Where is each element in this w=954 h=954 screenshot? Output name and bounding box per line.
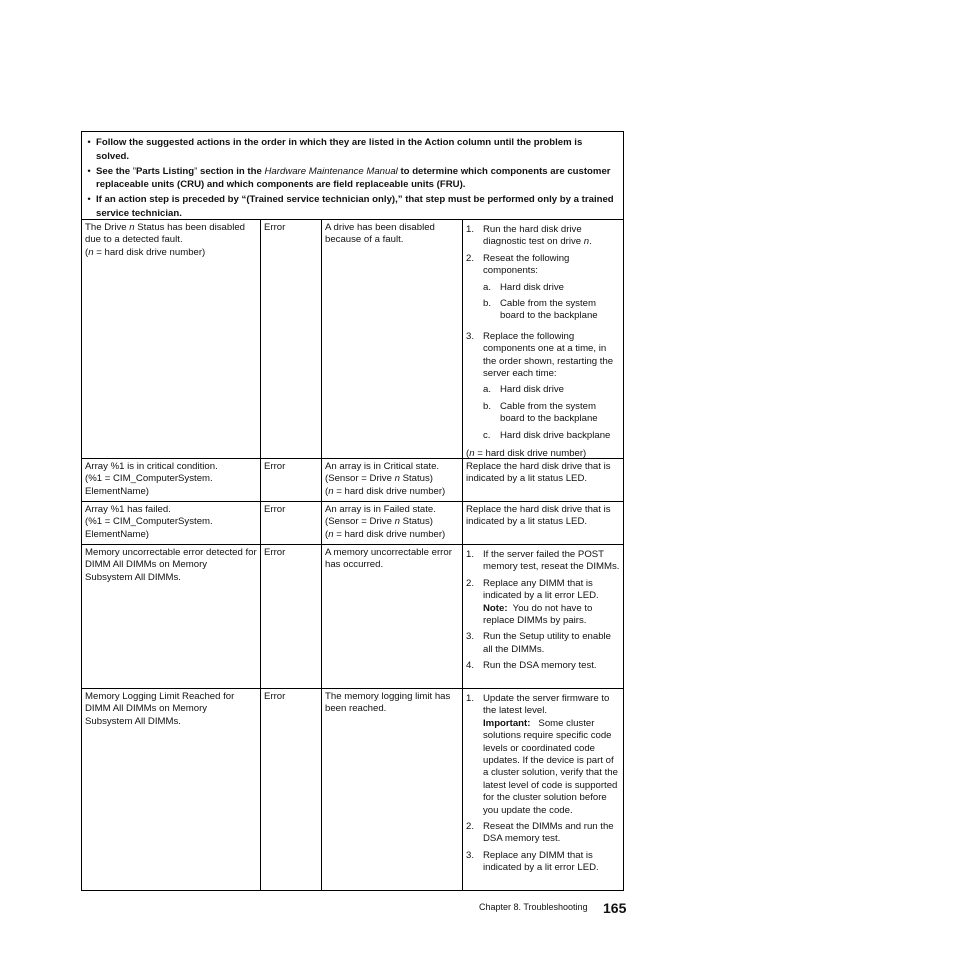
chapter-footer: Chapter 8. Troubleshooting bbox=[479, 902, 588, 912]
bullet-icon: • bbox=[87, 137, 91, 148]
action-cell bbox=[463, 689, 623, 890]
explanation-cell: A memory uncorrectable error has occurred. bbox=[322, 545, 463, 688]
message-cell: Memory Logging Limit Reached for DIMM All DIMMs on Memory Subsystem All DIMMs. bbox=[82, 689, 261, 890]
error-message-table bbox=[81, 131, 624, 891]
type-cell: Error bbox=[261, 220, 322, 458]
action-step: 3. Replace the following components one at a time, in the order shown, restarting the server each time: a. Hard disk drive b. Cable from the system board to the backplane c. Hard disk drive backplane bbox=[466, 331, 620, 446]
action-cell bbox=[463, 545, 623, 688]
table-row bbox=[82, 220, 623, 459]
action-step: 1. Run the hard disk drive diagnostic test on drive n. bbox=[466, 224, 592, 248]
action-substep: b. Cable from the system board to the backplane bbox=[483, 298, 598, 322]
message-cell: The Drive n Status has been disabled due to a detected fault. (n = hard disk drive number) bbox=[82, 220, 261, 458]
instruction-item: • Follow the suggested actions in the order in which they are listed in the Action column until the problem is solved. bbox=[82, 136, 617, 164]
explanation-cell: A drive has been disabled because of a fault. bbox=[322, 220, 463, 458]
instruction-item: • If an action step is preceded by “(Trained service technician only),” that step must be performed only by a trained service technician. bbox=[82, 193, 617, 221]
message-cell: Array %1 is in critical condition. (%1 = CIM_ComputerSystem. ElementName) bbox=[82, 459, 261, 501]
action-step: 1. If the server failed the POST memory test, reseat the DIMMs. bbox=[466, 549, 620, 573]
action-step: 2. Reseat the DIMMs and run the DSA memory test. bbox=[466, 821, 614, 845]
explanation-cell: The memory logging limit has been reached. bbox=[322, 689, 463, 890]
type-cell: Error bbox=[261, 502, 322, 544]
action-step: 2. Reseat the following components: a. Hard disk drive b. Cable from the system board to the backplane bbox=[466, 253, 620, 327]
bullet-icon: • bbox=[87, 194, 91, 206]
bullet-icon: • bbox=[87, 165, 91, 177]
table-row bbox=[82, 502, 623, 545]
instruction-item: • See the ”Parts Listing” section in the Hardware Maintenance Manual to determine which components are customer replaceable units (CRU) and which components are field replaceable units (FRU). bbox=[82, 165, 617, 193]
action-substep: a. Hard disk drive bbox=[483, 384, 564, 396]
page-number: 165 bbox=[603, 900, 627, 916]
table-row bbox=[82, 689, 623, 890]
instructions-box bbox=[82, 132, 623, 220]
message-cell: Array %1 has failed. (%1 = CIM_ComputerSystem. ElementName) bbox=[82, 502, 261, 544]
explanation-cell: An array is in Failed state. (Sensor = Drive n Status) (n = hard disk drive number) bbox=[322, 502, 463, 544]
action-footnote: (n = hard disk drive number) bbox=[466, 448, 587, 460]
action-substep: c. Hard disk drive backplane bbox=[483, 429, 611, 441]
type-cell: Error bbox=[261, 689, 322, 890]
type-cell: Error bbox=[261, 545, 322, 688]
action-step: 3. Replace any DIMM that is indicated by a lit error LED. bbox=[466, 849, 599, 874]
action-cell: Replace the hard disk drive that is indicated by a lit status LED. bbox=[466, 504, 611, 528]
action-substep: b. Cable from the system board to the backplane bbox=[483, 400, 598, 425]
action-step: 1. Update the server firmware to the latest level. Important: Some cluster solutions require specific code levels or coordinated code updates. If the device is part of a cluster solution, verify that the latest level of code is supported for the cluster solution before you update the code. bbox=[466, 693, 621, 816]
action-step: 4. Run the DSA memory test. bbox=[466, 660, 597, 672]
action-substep: a. Hard disk drive bbox=[483, 281, 564, 293]
action-cell bbox=[463, 220, 623, 458]
type-cell: Error bbox=[261, 459, 322, 501]
action-cell: Replace the hard disk drive that is indicated by a lit status LED. bbox=[466, 461, 611, 485]
action-step: 2. Replace any DIMM that is indicated by a lit error LED. Note: You do not have to replace DIMMs by pairs. bbox=[466, 577, 599, 627]
action-step: 3. Run the Setup utility to enable all the DIMMs. bbox=[466, 631, 612, 655]
explanation-cell: An array is in Critical state. (Sensor = Drive n Status) (n = hard disk drive number) bbox=[322, 459, 463, 501]
table-row bbox=[82, 459, 623, 502]
table-row bbox=[82, 545, 623, 689]
message-cell: Memory uncorrectable error detected for DIMM All DIMMs on Memory Subsystem All DIMMs. bbox=[82, 545, 261, 688]
